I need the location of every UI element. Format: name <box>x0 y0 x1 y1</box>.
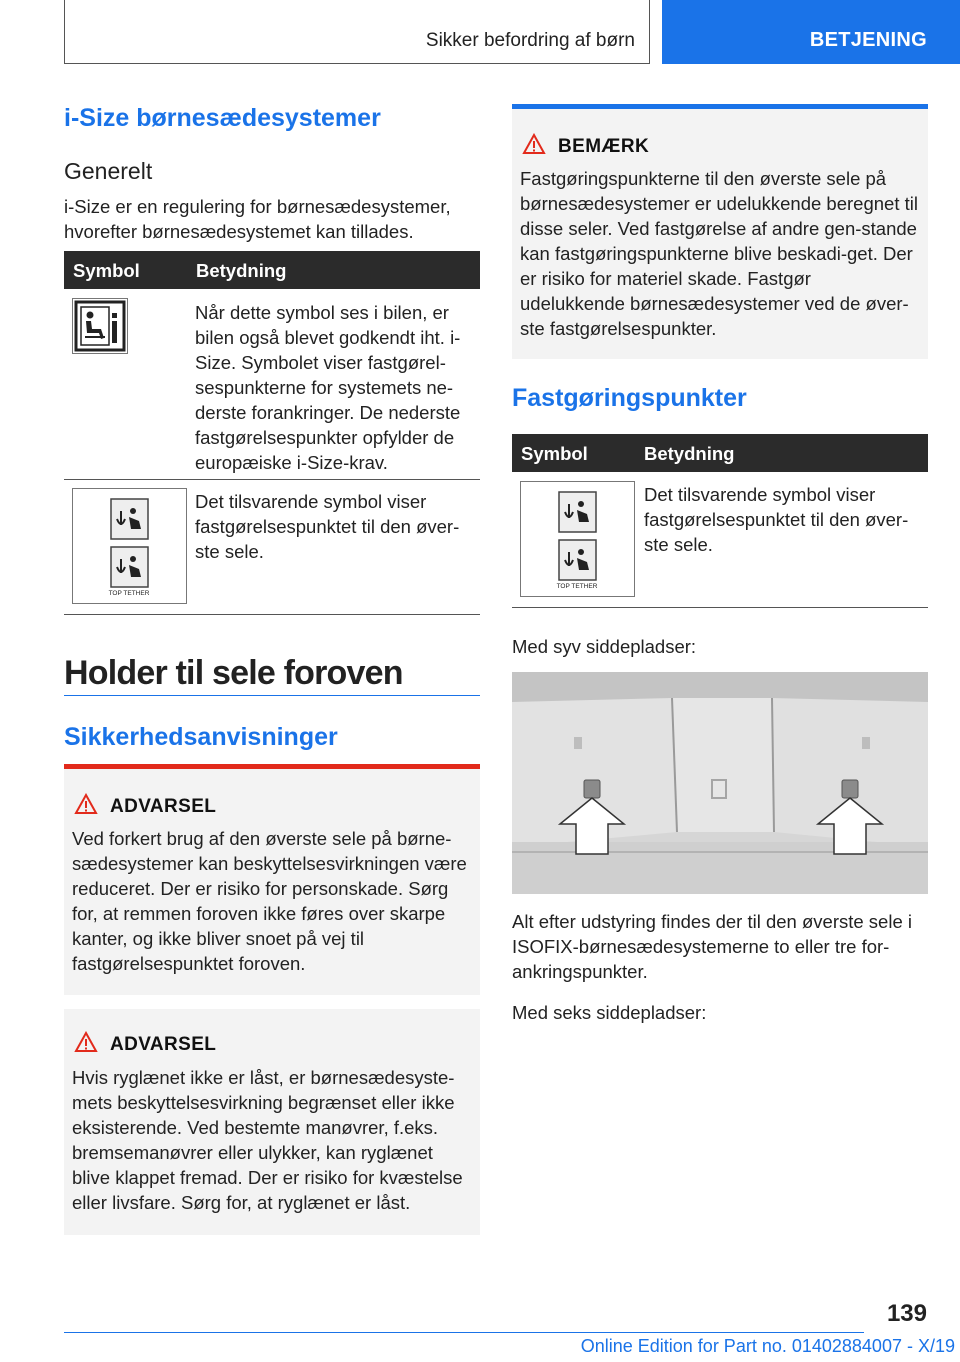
isize-seat-icon <box>73 299 127 353</box>
top-tether-label: TOP TETHER <box>108 590 150 597</box>
meaning-col-header: Betydning <box>196 260 287 281</box>
note-box <box>512 104 928 359</box>
warning-title: ADVARSEL <box>110 796 217 817</box>
symbol-table-header <box>512 434 928 472</box>
isize-symbol <box>72 298 128 354</box>
cargo-area-image <box>512 672 928 894</box>
isize-symbol-meaning: Når dette symbol ses i bilen, er bilen også blevet godkendt iht. i-Size. Symbolet viser fastgørel-sespunkterne for systemets ne-derste forankringer. De nederste fastgørelsespunkter opfylder de europæiske i-Size-krav. <box>195 302 461 473</box>
seven-seats-caption: Med syv siddepladser: <box>512 636 697 657</box>
warning-text: Ved forkert brug af den øverste sele på børne-sædesystemer kan beskyttelsesvirkningen være reduceret. Der er risiko for personskade. Sørg for, at remmen foroven ikke føres over skarpe kanter, og ikke bliver snoet på vej til fastgørelsespunktet foroven. <box>72 828 467 974</box>
six-seats-caption: Med seks siddepladser: <box>512 1002 707 1023</box>
isize-title: i-Size børnesædesystemer <box>64 104 381 132</box>
symbol-table-header <box>64 251 480 289</box>
anchor-points-title: Fastgøringspunkter <box>512 384 747 412</box>
header-chapter-tab[interactable] <box>662 0 960 64</box>
top-tether-meaning: Det tilsvarende symbol viser fastgørelsespunktet til den øver-ste sele. <box>644 484 909 555</box>
top-tether-icon <box>73 489 186 603</box>
title-underline <box>64 695 480 696</box>
note-triangle-icon <box>522 133 546 155</box>
warning-triangle-icon <box>74 793 98 815</box>
footer-rule <box>64 1332 864 1333</box>
note-title: BEMÆRK <box>558 136 650 157</box>
symbol-col-header: Symbol <box>73 260 140 281</box>
table-divider <box>64 479 480 480</box>
general-subtitle: Generelt <box>64 158 153 184</box>
warning-title: ADVARSEL <box>110 1034 217 1055</box>
header-section-title: Sikker befordring af børn <box>425 30 635 51</box>
warning-triangle-icon <box>74 1031 98 1053</box>
warning-box <box>64 764 480 995</box>
top-tether-symbol-box <box>520 481 635 597</box>
top-tether-meaning: Det tilsvarende symbol viser fastgørelsespunktet til den øver-ste sele. <box>195 491 460 562</box>
footer-edition: Online Edition for Part no. 01402884007 - X/19 <box>580 1336 955 1356</box>
header-chapter-label: BETJENING <box>809 29 927 51</box>
top-tether-symbol-box <box>72 488 187 604</box>
top-tether-icon <box>521 482 634 596</box>
table-divider <box>512 607 928 608</box>
anchor-points-photo <box>512 672 928 894</box>
holder-title: Holder til sele foroven <box>64 654 403 692</box>
isize-intro: i-Size er en regulering for børnesædesystemer, hvorefter børnesædesystemet kan tillades. <box>64 196 451 242</box>
warning-text: Hvis ryglænet ikke er låst, er børnesædesyste-mets beskyttelsesvirkning begrænset eller ikke eksisterende. Ved bestemte manøvrer, f.eks. bremsemanøvrer eller ulykker, kan ryglænet blive klappet fremad. Der er risiko for kvæstelse eller livsfare. Sørg for, at ryglænet er låst. <box>72 1067 463 1213</box>
meaning-col-header: Betydning <box>644 443 735 464</box>
note-text: Fastgøringspunkterne til den øverste sele på børnesædesystemer er udelukkende beregnet til disse seler. Ved fastgørelse af andre gen-stande kan fastgøringspunkterne blive beskadi-get. Der er risiko for materiel skade. Fastgør udelukkende børnesædesystemer ved de øver-ste fastgørelsespunkter. <box>520 168 918 339</box>
header-section-box <box>64 0 650 64</box>
symbol-col-header: Symbol <box>521 443 588 464</box>
table-divider <box>64 614 480 615</box>
anchor-points-description: Alt efter udstyring findes der til den øverste sele i ISOFIX-børnesædesystemerne to eller tre for-ankringspunkter. <box>512 911 912 982</box>
page-number: 139 <box>886 1300 927 1327</box>
warning-box <box>64 1009 480 1235</box>
top-tether-label: TOP TETHER <box>556 583 598 590</box>
safety-title: Sikkerhedsanvisninger <box>64 723 338 751</box>
